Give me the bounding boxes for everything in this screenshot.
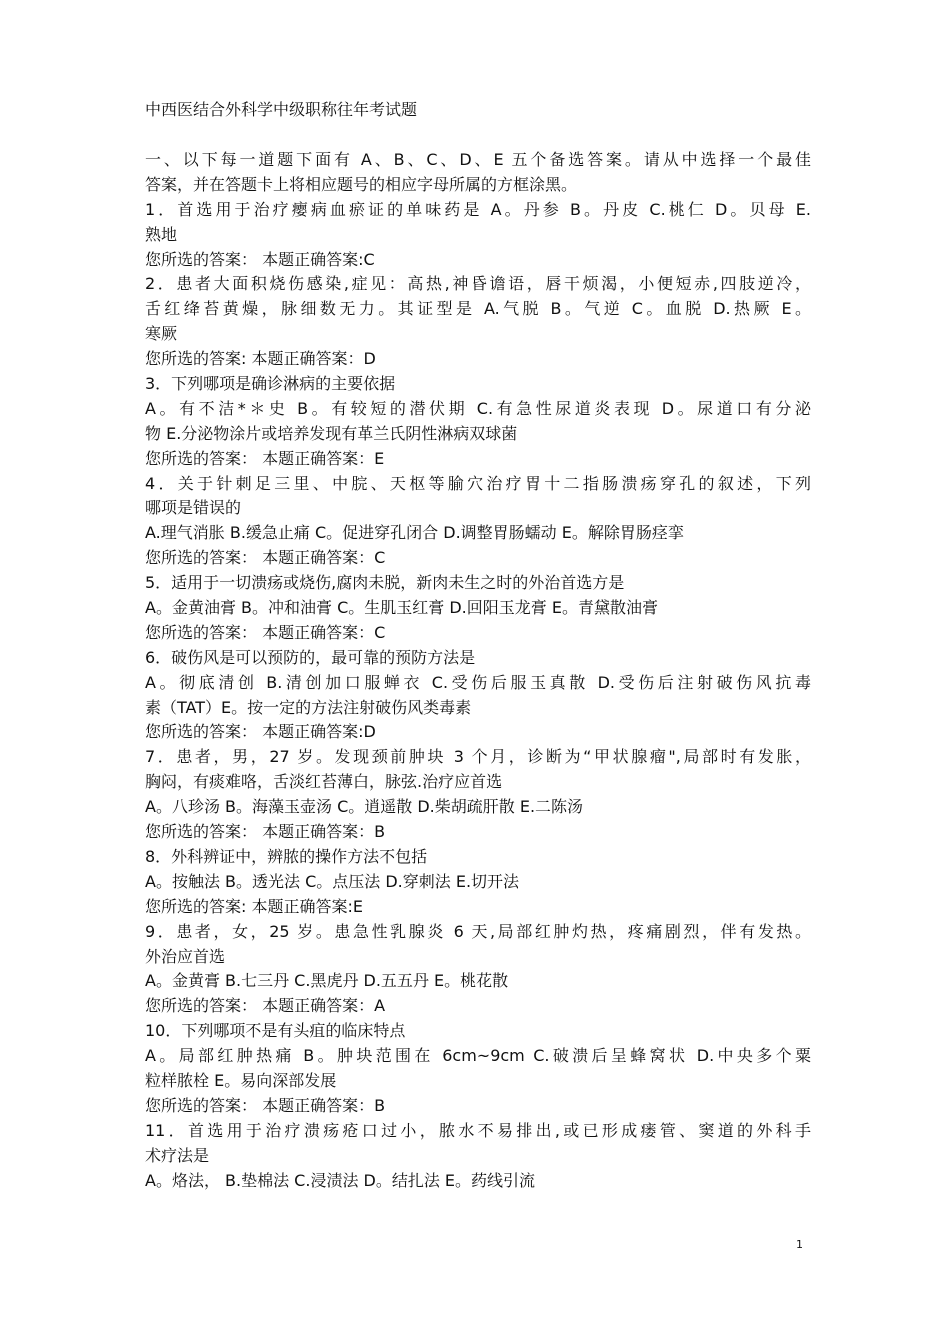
text-line: 6．破伤风是可以预防的，最可靠的预防方法是 xyxy=(145,647,476,667)
text-line: 舌红绛苔黄燥，脉细数无力。其证型是 A.气脱 B。气逆 C。血脱 D.热厥 E。 xyxy=(145,299,811,319)
text-line: 物 E.分泌物涂片或培养发现有革兰氏阴性淋病双球菌 xyxy=(145,423,518,443)
text-line: A。金黄膏 B.七三丹 C.黑虎丹 D.五五丹 E。桃花散 xyxy=(145,971,509,991)
text-line: 您所选的答案： 本题正确答案：B xyxy=(145,822,386,842)
text-line: 术疗法是 xyxy=(145,1145,210,1165)
text-line: 您所选的答案： 本题正确答案：E xyxy=(145,448,385,468)
text-line: A。有不洁*＊史 B。有较短的潜伏期 C.有急性尿道炎表现 D。尿道口有分泌 xyxy=(145,398,811,418)
text-line: 您所选的答案： 本题正确答案：C xyxy=(145,548,386,568)
text-line: 4．关于针刺足三里、中脘、天枢等腧穴治疗胃十二指肠溃疡穿孔的叙述，下列 xyxy=(145,473,811,493)
text-line: 外治应首选 xyxy=(145,946,226,966)
text-line: 寒厥 xyxy=(145,324,178,344)
text-line: 2．患者大面积烧伤感染,症见：高热,神昏谵语，唇干烦渴，小便短赤,四肢逆冷， xyxy=(145,274,811,294)
text-line: A。八珍汤 B。海藻玉壶汤 C。逍遥散 D.柴胡疏肝散 E.二陈汤 xyxy=(145,797,584,817)
text-line: 熟地 xyxy=(145,224,178,244)
text-line: A。按触法 B。透光法 C。点压法 D.穿刺法 E.切开法 xyxy=(145,871,520,891)
text-line: 粒样脓栓 E。易向深部发展 xyxy=(145,1070,337,1090)
text-line: A.理气消胀 B.缓急止痛 C。促进穿孔闭合 D.调整胃肠蠕动 E。解除胃肠痉挛 xyxy=(145,523,684,543)
text-line: 胸闷，有痰难咯，舌淡红苔薄白，脉弦.治疗应首选 xyxy=(145,772,503,792)
text-line: 您所选的答案： 本题正确答案：B xyxy=(145,1095,386,1115)
text-line: 5．适用于一切溃疡或烧伤,腐肉未脱，新肉未生之时的外治首选方是 xyxy=(145,573,625,593)
text-line: 11．首选用于治疗溃疡疮口过小，脓水不易排出,或已形成瘘管、窦道的外科手 xyxy=(145,1120,811,1140)
text-line: A。金黄油膏 B。冲和油膏 C。生肌玉红膏 D.回阳玉龙膏 E。青黛散油膏 xyxy=(145,598,658,618)
text-line: 8．外科辨证中，辨脓的操作方法不包括 xyxy=(145,846,428,866)
page-number: 1 xyxy=(796,1238,803,1251)
text-line: A。烙法， B.垫棉法 C.浸渍法 D。结扎法 E。药线引流 xyxy=(145,1170,536,1190)
document-body xyxy=(145,148,811,1193)
text-line: 9．患者，女，25 岁。患急性乳腺炎 6 天,局部红肿灼热，疼痛剧烈，伴有发热。 xyxy=(145,921,811,941)
text-line: A。局部红肿热痛 B。肿块范围在 6cm~9cm C.破溃后呈蜂窝状 D.中央多个粟 xyxy=(145,1046,811,1066)
text-line: 素（TAT）E。按一定的方法注射破伤风类毒素 xyxy=(145,697,472,717)
text-line: 您所选的答案： 本题正确答案:C xyxy=(145,249,375,269)
text-line: 1．首选用于治疗瘿病血瘀证的单味药是 A。丹参 B。丹皮 C.桃仁 D。贝母 E. xyxy=(145,199,811,219)
document-title: 中西医结合外科学中级职称往年考试题 xyxy=(145,100,418,119)
text-line: 您所选的答案: 本题正确答案:E xyxy=(145,896,363,916)
text-line: 答案，并在答题卡上将相应题号的相应字母所属的方框涂黑。 xyxy=(145,174,578,194)
text-line: 哪项是错误的 xyxy=(145,498,242,518)
text-line: 10．下列哪项不是有头疽的临床特点 xyxy=(145,1021,406,1041)
text-line: 您所选的答案: 本题正确答案：D xyxy=(145,349,376,369)
text-line: 7．患者，男，27 岁。发现颈前肿块 3 个月，诊断为“甲状腺瘤",局部时有发胀， xyxy=(145,747,811,767)
text-line: 一、以下每一道题下面有 A、B、C、D、E 五个备选答案。请从中选择一个最佳 xyxy=(145,150,811,169)
text-line: 您所选的答案： 本题正确答案：C xyxy=(145,622,386,642)
text-line: A。彻底清创 B.清创加口服蝉衣 C.受伤后服玉真散 D.受伤后注射破伤风抗毒 xyxy=(145,672,811,692)
text-line: 您所选的答案： 本题正确答案：A xyxy=(145,996,386,1016)
text-line: 3．下列哪项是确诊淋病的主要依据 xyxy=(145,374,396,394)
text-line: 您所选的答案： 本题正确答案:D xyxy=(145,722,376,742)
